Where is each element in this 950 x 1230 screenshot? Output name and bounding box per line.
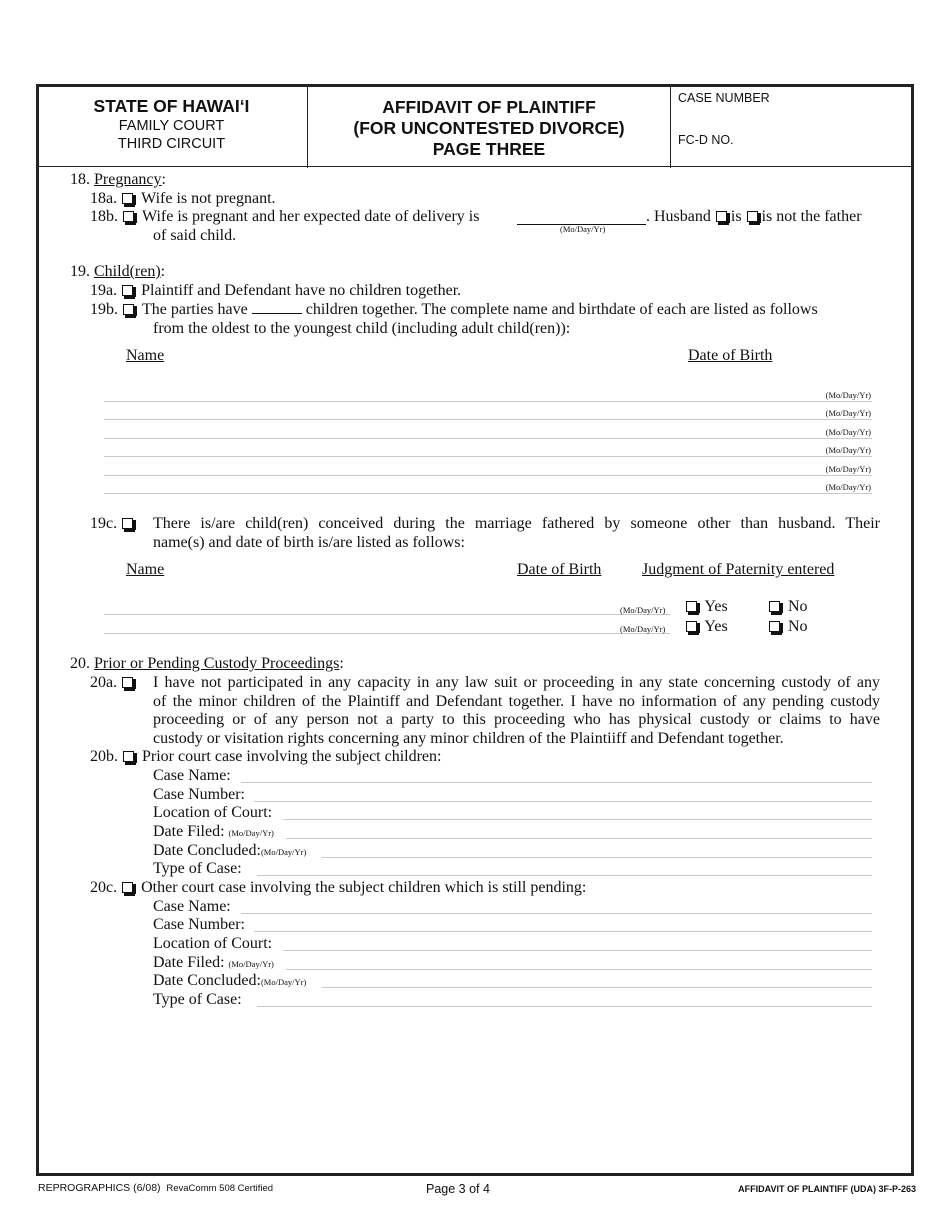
item-18a: 18a. Wife is not pregnant. — [90, 190, 276, 207]
item-19b-line2: from the oldest to the youngest child (including adult child(ren)): — [153, 320, 571, 337]
pending-location-label: Location of Court: — [153, 935, 273, 952]
pending-date-concluded-label: Date Concluded:(Mo/Day/Yr) — [153, 972, 307, 989]
section-20-heading: 20. Prior or Pending Custody Proceedings: — [70, 655, 344, 672]
item-19b-line1: 19b. The parties have children together. The complete name and birthdate of each are listed as follows — [90, 301, 818, 318]
checkbox-paternity-no[interactable] — [769, 621, 780, 632]
children-dob-column: Date of Birth — [688, 347, 773, 364]
checkbox-19c[interactable] — [122, 518, 133, 529]
child-row-line[interactable] — [104, 419, 872, 420]
item-19c-number: 19c. — [90, 515, 137, 533]
delivery-date-hint: (Mo/Day/Yr) — [560, 224, 606, 234]
checkbox-paternity-yes[interactable] — [686, 621, 697, 632]
item-18b: 18b. Wife is pregnant and her expected date of delivery is — [90, 208, 480, 225]
child-row-line[interactable] — [104, 438, 872, 439]
court-name: FAMILY COURT — [118, 118, 225, 134]
court-block — [36, 84, 308, 168]
item-20a-line: of the minor children of the Plaintiff and Defendant together. I have no information of any pending custody — [153, 693, 880, 710]
child-row-line[interactable] — [104, 475, 872, 476]
prior-date-filed-field[interactable] — [286, 838, 872, 839]
item-20b: 20b. Prior court case involving the subject children: — [90, 748, 442, 765]
form-title-line1: AFFIDAVIT OF PLAINTIFF — [382, 97, 596, 117]
checkbox-20c[interactable] — [122, 882, 133, 893]
item-19c-line2: name(s) and date of birth is/are listed as follows: — [153, 534, 465, 551]
checkbox-paternity-no[interactable] — [769, 601, 780, 612]
checkbox-husband-is[interactable] — [716, 211, 727, 222]
pending-location-field[interactable] — [283, 950, 872, 951]
paternity-yes: Yes — [685, 598, 728, 616]
state-name: STATE OF HAWAI‘I — [93, 96, 250, 116]
prior-case-number-field[interactable] — [254, 801, 872, 802]
case-number-block — [671, 84, 914, 168]
checkbox-18a[interactable] — [122, 193, 133, 204]
form-title-line2: (FOR UNCONTESTED DIVORCE) — [353, 118, 625, 138]
child-row-dob-hint: (Mo/Day/Yr) — [825, 408, 871, 418]
footer-form-id: AFFIDAVIT OF PLAINTIFF (UDA) 3F-P-263 — [738, 1184, 916, 1194]
footer-page-number: Page 3 of 4 — [426, 1182, 490, 1196]
pending-case-number-field[interactable] — [254, 931, 872, 932]
child-row-line[interactable] — [104, 401, 872, 402]
section-19-heading: 19. Child(ren): — [70, 263, 166, 280]
pending-case-number-label: Case Number: — [153, 916, 245, 933]
child-row-dob-hint: (Mo/Day/Yr) — [825, 390, 871, 400]
pending-date-concluded-field[interactable] — [322, 987, 872, 988]
circuit-name: THIRD CIRCUIT — [117, 136, 226, 152]
custody-title: Prior or Pending Custody Proceedings — [94, 655, 340, 672]
form-title-line3: PAGE THREE — [432, 139, 546, 159]
item-20a-line: proceeding or of any person not a party to this proceeding who has physical custody or claims to have — [153, 711, 880, 728]
checkbox-19b[interactable] — [123, 304, 134, 315]
fcd-number-label: FC-D NO. — [678, 133, 734, 147]
paternity-dob-hint: (Mo/Day/Yr) — [620, 605, 666, 615]
checkbox-20a[interactable] — [122, 677, 133, 688]
item-20a-line: I have not participated in any capacity in any law suit or proceeding in any state concerning custody of any — [153, 674, 880, 691]
pending-type-field[interactable] — [257, 1006, 872, 1007]
paternity-row-line[interactable] — [104, 614, 670, 615]
children-name-column: Name — [126, 347, 165, 364]
paternity-row-line[interactable] — [104, 633, 670, 634]
item-19c-line1: There is/are child(ren) conceived during the marriage fathered by someone other than husband. Their — [153, 515, 880, 532]
paternity-dob-hint: (Mo/Day/Yr) — [620, 624, 666, 634]
prior-type-field[interactable] — [257, 875, 872, 876]
prior-date-concluded-field[interactable] — [322, 857, 872, 858]
paternity-yes: Yes — [685, 618, 728, 636]
pending-case-name-field[interactable] — [241, 913, 872, 914]
prior-date-concluded-label: Date Concluded:(Mo/Day/Yr) — [153, 842, 307, 859]
paternity-judgment-column: Judgment of Paternity entered — [642, 561, 835, 578]
paternity-no: No — [768, 618, 808, 636]
prior-location-field[interactable] — [283, 819, 872, 820]
paternity-no: No — [768, 598, 808, 616]
child-row-line[interactable] — [104, 493, 872, 494]
checkbox-20b[interactable] — [123, 751, 134, 762]
checkbox-husband-is-not[interactable] — [747, 211, 758, 222]
husband-father-options: . Husband is is not the father — [646, 208, 862, 225]
pending-date-filed-field[interactable] — [286, 969, 872, 970]
child-row-dob-hint: (Mo/Day/Yr) — [825, 445, 871, 455]
item-19a: 19a. Plaintiff and Defendant have no children together. — [90, 282, 462, 299]
item-20a-line: custody or visitation rights concerning any minor children of the Plaintiiff and Defendant together. — [153, 730, 784, 747]
paternity-name-column: Name — [126, 561, 165, 578]
pending-case-name-label: Case Name: — [153, 898, 231, 915]
children-title: Child(ren) — [94, 263, 161, 280]
pregnancy-title: Pregnancy — [94, 171, 162, 188]
checkbox-18b[interactable] — [123, 211, 134, 222]
children-count-field[interactable] — [252, 301, 302, 314]
child-row-dob-hint: (Mo/Day/Yr) — [825, 482, 871, 492]
child-row-dob-hint: (Mo/Day/Yr) — [825, 427, 871, 437]
prior-case-number-label: Case Number: — [153, 786, 245, 803]
form-title-block — [308, 84, 671, 168]
child-row-dob-hint: (Mo/Day/Yr) — [825, 464, 871, 474]
section-18-heading: 18. Pregnancy: — [70, 171, 166, 188]
item-20c: 20c. Other court case involving the subject children which is still pending: — [90, 879, 587, 896]
pending-date-filed-label: Date Filed: (Mo/Day/Yr) — [153, 954, 274, 971]
checkbox-19a[interactable] — [122, 285, 133, 296]
footer-reprographics: REPROGRAPHICS (6/08) RevaComm 508 Certified — [38, 1182, 274, 1194]
paternity-dob-column: Date of Birth — [517, 561, 602, 578]
checkbox-paternity-yes[interactable] — [686, 601, 697, 612]
prior-case-name-field[interactable] — [241, 782, 872, 783]
item-18b-line2: of said child. — [153, 227, 237, 244]
prior-location-label: Location of Court: — [153, 804, 273, 821]
pending-type-label: Type of Case: — [153, 991, 242, 1008]
delivery-date-field[interactable] — [517, 209, 646, 225]
case-number-label: CASE NUMBER — [678, 91, 770, 105]
item-20a-number: 20a. — [90, 674, 137, 692]
prior-date-filed-label: Date Filed: (Mo/Day/Yr) — [153, 823, 274, 840]
prior-case-name-label: Case Name: — [153, 767, 231, 784]
child-row-line[interactable] — [104, 456, 872, 457]
prior-type-label: Type of Case: — [153, 860, 242, 877]
footer-certified: RevaComm 508 Certified — [166, 1183, 274, 1194]
